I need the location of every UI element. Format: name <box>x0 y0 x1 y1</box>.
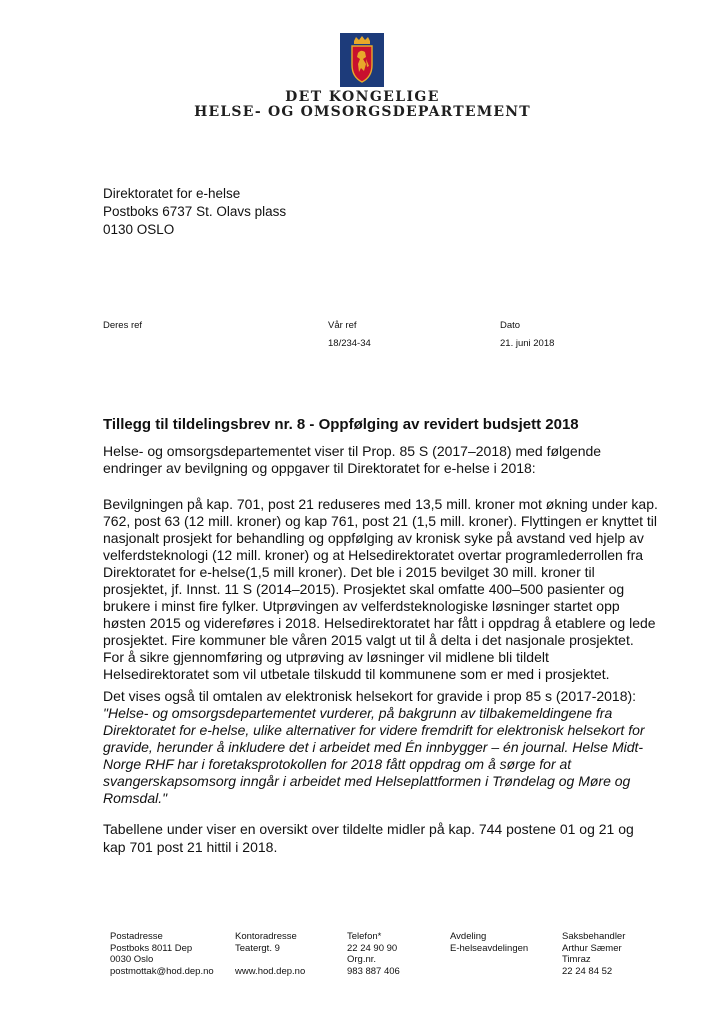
footer-orgnr-value: 983 887 406 <box>347 965 400 977</box>
budget-paragraph: Bevilgningen på kap. 701, post 21 reduseres med 13,5 mill. kroner mot økning under kap. 762, post 63 (12 mill. kroner) og kap 761, post 21 (1,5 mill. kroner). Flyttingen er knyttet til nasjonalt prosjekt for behandling og oppfølging av kronisk syke på avstand ved hjelp av velferdsteknologi (12 mill. kroner) og at Helsedirektoratet overtar programlederrollen fra Direktoratet for e-helse(1,5 mill kroner). Det ble i 2015 bevilget 30 mill. kroner til prosjektet, jf. Innst. 11 S (2014–2015). Prosjektet skal omfatte 400–500 pasienter og brukere i minst fire fylker. Utprøvingen av velferdsteknologiske løsninger startet opp høsten 2015 og videreføres i 2018. Helsedirektoratet har fått i oppdrag å etablere og lede prosjektet. Fire kommuner ble våren 2015 valgt ut til å delta i det nasjonale prosjektet. For å sikre gjennomføring og utprøving av løsninger vil midlene bli tildelt Helsedirektoratet som vil utbetale tilskudd til kommunene som er med i prosjektet. <box>103 496 658 682</box>
footer-avdeling-value: E-helseavdelingen <box>450 942 529 954</box>
letter-title: Tillegg til tildelingsbrev nr. 8 - Oppfølging av revidert budsjett 2018 <box>103 416 579 433</box>
health-card-paragraph <box>103 688 658 807</box>
footer-avdeling <box>450 931 528 954</box>
recipient-city: 0130 OSLO <box>103 222 175 237</box>
deres-ref-label: Deres ref <box>103 320 143 331</box>
footer-saksbehandler-name1: Arthur Sæmer <box>562 942 622 954</box>
footer-telefon-number: 22 24 90 90 <box>347 942 398 954</box>
footer-postadresse-label: Postadresse <box>110 931 163 942</box>
coat-of-arms-logo <box>340 33 384 87</box>
footer-orgnr-label: Org.nr. <box>347 954 377 965</box>
date-value: 21. juni 2018 <box>500 338 555 349</box>
footer-saksbehandler-phone: 22 24 84 52 <box>562 965 613 977</box>
health-card-quote: "Helse- og omsorgsdepartementet vurderer, på bakgrunn av tilbakemeldingene fra Direktoratet for e-helse, ulike alternativer for videre fremdrift for elektronisk helsekort for gravide, herunder å inkludere det i arbeidet med Én innbygger – én journal. Helse Midt-Norge RHF har i foretaksprotokollen for 2018 fått oppdrag om å sørge for at svangerskapsomsorg inngår i arbeidet med Helseplattformen i Trøndelag og Møre og Romsdal." <box>103 705 645 806</box>
footer-saksbehandler-label: Saksbehandler <box>562 931 626 942</box>
recipient-name: Direktoratet for e-helse <box>103 186 241 201</box>
footer-postadresse-city: 0030 Oslo <box>110 954 154 965</box>
footer-kontoradresse-blank <box>235 954 305 966</box>
footer-telefon-label: Telefon* <box>347 931 382 942</box>
footer-email: postmottak@hod.dep.no <box>110 965 214 977</box>
recipient-address <box>103 185 286 239</box>
var-ref-label: Vår ref <box>328 320 357 331</box>
date-ref <box>500 320 554 349</box>
footer-kontoradresse-street: Teatergt. 9 <box>235 942 280 954</box>
ministry-name-line2: HELSE- OG OMSORGSDEPARTEMENT <box>194 104 531 120</box>
deres-ref <box>103 320 142 331</box>
footer-saksbehandler <box>562 931 625 977</box>
footer-kontoradresse <box>235 931 305 977</box>
footer-saksbehandler-name2: Timraz <box>562 954 591 965</box>
var-ref <box>328 320 371 349</box>
footer-telefon <box>347 931 400 977</box>
recipient-street: Postboks 6737 St. Olavs plass <box>103 204 287 219</box>
var-ref-value: 18/234-34 <box>328 338 371 349</box>
footer-avdeling-label: Avdeling <box>450 931 487 942</box>
footer-website: www.hod.dep.no <box>235 965 306 977</box>
health-card-intro: Det vises også til omtalen av elektronisk helsekort for gravide i prop 85 s (2017-2018): <box>103 688 637 704</box>
date-label: Dato <box>500 320 521 331</box>
footer-postadresse-box: Postboks 8011 Dep <box>110 942 193 954</box>
ministry-name-line1: DET KONGELIGE <box>285 89 440 105</box>
footer-kontoradresse-label: Kontoradresse <box>235 931 297 942</box>
tables-paragraph: Tabellene under viser en oversikt over tildelte midler på kap. 744 postene 01 og 21 og kap 701 post 21 hittil i 2018. <box>103 821 634 855</box>
footer-postadresse <box>110 931 214 977</box>
intro-paragraph: Helse- og omsorgsdepartementet viser til Prop. 85 S (2017–2018) med følgende endringer av bevilgning og oppgaver til Direktoratet for e-helse i 2018: <box>103 443 602 476</box>
